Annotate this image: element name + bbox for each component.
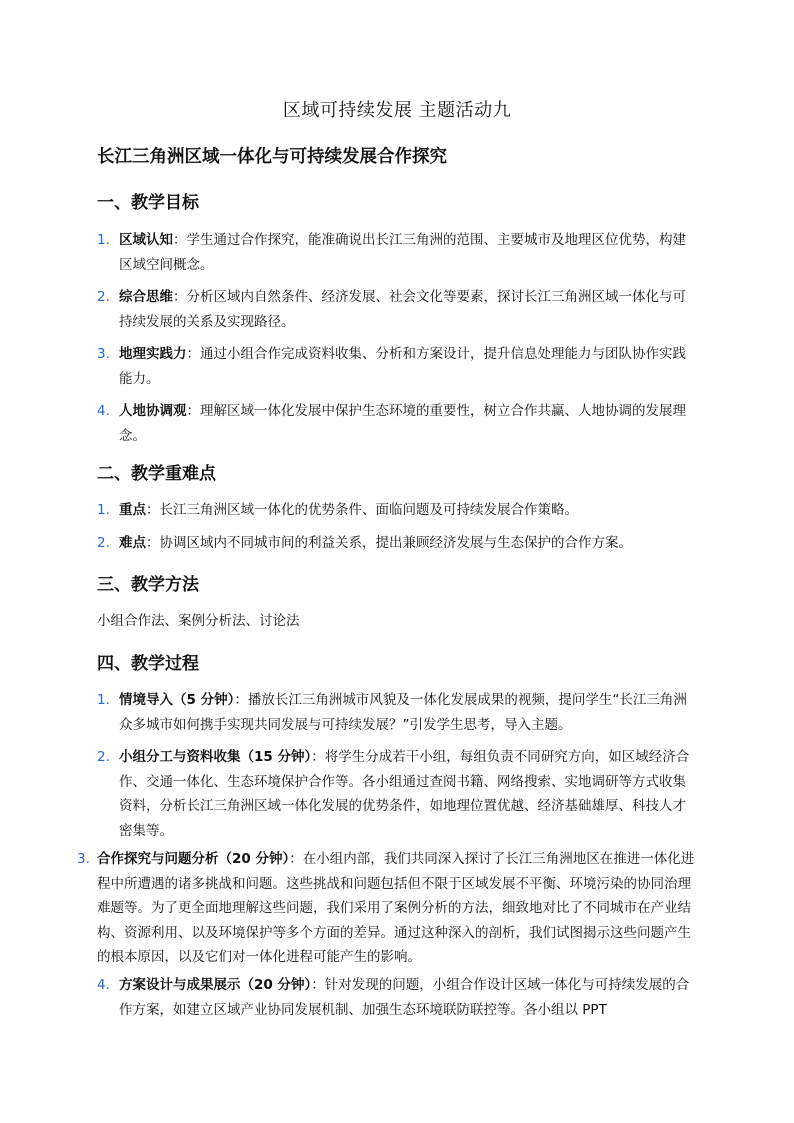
- item-sep: ：: [311, 749, 325, 765]
- item-sep: ：: [186, 403, 200, 419]
- list-item: [97, 285, 697, 334]
- list-number: 3.: [77, 851, 90, 867]
- item-sep: ：: [173, 289, 187, 305]
- item-sep: ：: [234, 692, 248, 708]
- item-text: 针对发现的问题，小组合作设计区域一体化与可持续发展的合作方案，如建立区域产业协同发展机制、加强生态环境联防联控等。各小组以 PPT: [119, 977, 690, 1018]
- list-number: 3.: [97, 346, 110, 362]
- list-item: [97, 399, 697, 448]
- list-number: 2.: [97, 534, 110, 551]
- keypoints-list: [97, 498, 697, 563]
- document-subtitle: 长江三角洲区域一体化与可持续发展合作探究: [97, 147, 447, 167]
- process-list-a: [97, 688, 697, 851]
- item-text: 学生通过合作探究，能准确说出长江三角洲的范围、主要城市及地理区位优势，构建区域空间概念。: [119, 232, 686, 273]
- item-text: 将学生分成若干小组，每组负责不同研究方向，如区域经济合作、交通一体化、生态环境保护合作等。各小组通过查阅书籍、网络搜索、实地调研等方式收集资料，分析长江三角洲区域一体化发展的优势条件，如地理位置优越、经济基础雄厚、科技人才密集等。: [119, 749, 690, 839]
- item-sep: ：: [311, 977, 325, 993]
- goals-list: [97, 228, 697, 456]
- item-sep: ：: [146, 534, 160, 551]
- section-heading-methods: 三、教学方法: [97, 575, 199, 595]
- item-text: 分析区域内自然条件、经济发展、社会文化等要素，探讨长江三角洲区域一体化与可持续发展的关系及实现路径。: [119, 289, 686, 330]
- item-term: 重点: [119, 502, 146, 518]
- list-number: 4.: [97, 403, 110, 419]
- item-text: 长江三角洲区域一体化的优势条件、面临问题及可持续发展合作策略。: [159, 502, 578, 518]
- item-term: 方案设计与成果展示（20 分钟）: [119, 977, 312, 993]
- list-number: 2.: [97, 749, 110, 765]
- item-text: 协调区域内不同城市间的利益关系，提出兼顾经济发展与生态保护的合作方案。: [159, 534, 632, 551]
- item-sep: ：: [146, 502, 160, 518]
- list-number: 2.: [97, 289, 110, 305]
- list-item: [97, 688, 697, 737]
- list-number: 1.: [97, 502, 110, 518]
- list-number: 4.: [97, 977, 110, 993]
- item-term: 地理实践力: [119, 346, 187, 362]
- item-text: 通过小组合作完成资料收集、分析和方案设计，提升信息处理能力与团队协作实践能力。: [119, 346, 686, 387]
- list-number: 1.: [97, 232, 110, 248]
- item-term: 合作探究与问题分析（20 分钟）: [97, 851, 290, 867]
- list-item: [97, 973, 697, 1022]
- item-term: 综合思维: [119, 289, 173, 305]
- list-item: [97, 228, 697, 277]
- item-term: 情境导入（5 分钟）: [119, 692, 235, 708]
- item-term: 难点: [119, 534, 146, 551]
- section-heading-process: 四、教学过程: [97, 654, 199, 674]
- methods-text: 小组合作法、案例分析法、讨论法: [97, 613, 300, 629]
- section-heading-goals: 一、教学目标: [97, 193, 199, 213]
- list-item: [97, 342, 697, 391]
- item-text: 理解区域一体化发展中保护生态环境的重要性，树立合作共赢、人地协调的发展理念。: [119, 403, 686, 444]
- list-item: [97, 498, 697, 523]
- item-text: 在小组内部，我们共同深入探讨了长江三角洲地区在推进一体化进程中所遭遇的诸多挑战和问题。这些挑战和问题包括但不限于区域发展不平衡、环境污染的协同治理难题等。为了更全面地理解这些问题，我们采用了案例分析的方法，细致地对比了不同城市在产业结构、资源利用、以及环境保护等多个方面的差异。通过这种深入的剖析，我们试图揭示这些问题产生的根本原因，以及它们对一体化进程可能产生的影响。: [97, 851, 695, 965]
- section-heading-keypoints: 二、教学重难点: [97, 464, 216, 484]
- item-term: 小组分工与资料收集（15 分钟）: [119, 749, 312, 765]
- item-sep: ：: [186, 346, 200, 362]
- document-title: 区域可持续发展 主题活动九: [282, 100, 512, 121]
- list-item-outdented: [77, 847, 701, 970]
- item-text: 播放长江三角洲城市风貌及一体化发展成果的视频，提问学生“长江三角洲众多城市如何携手实现共同发展与可持续发展？”引发学生思考，导入主题。: [119, 692, 687, 733]
- item-term: 区域认知: [119, 232, 173, 248]
- list-number: 1.: [97, 692, 110, 708]
- item-term: 人地协调观: [119, 403, 187, 419]
- item-sep: ：: [289, 851, 303, 867]
- list-item: [97, 745, 697, 843]
- process-list-b: [97, 973, 697, 1030]
- item-sep: ：: [173, 232, 187, 248]
- list-item: [97, 531, 697, 556]
